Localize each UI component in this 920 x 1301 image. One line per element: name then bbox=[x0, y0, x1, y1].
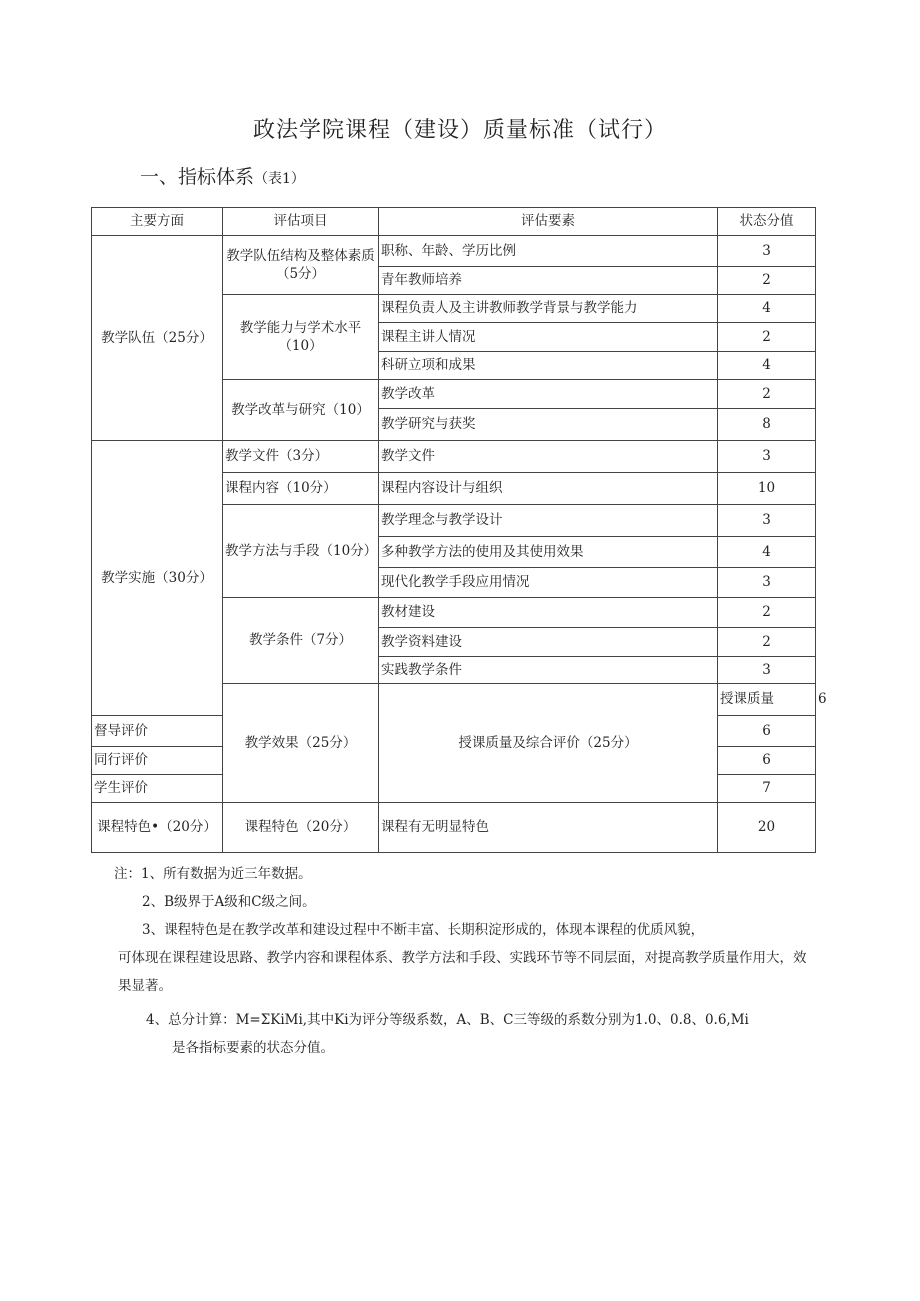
element-cell: 教学研究与获奖 bbox=[379, 409, 718, 441]
score-cell: 4 bbox=[718, 352, 816, 380]
table-row bbox=[92, 236, 816, 267]
element-cell: 同行评价 bbox=[92, 747, 223, 775]
element-cell: 职称、年龄、学历比例 bbox=[379, 236, 718, 267]
score-cell: 20 bbox=[718, 803, 816, 853]
element-cell: 课程内容设计与组织 bbox=[379, 473, 718, 505]
score-cell: 3 bbox=[718, 568, 816, 598]
header-element: 评估要素 bbox=[379, 208, 718, 236]
score-cell: 7 bbox=[718, 775, 816, 803]
item-cell: 教学队伍结构及整体素质（5分） bbox=[223, 236, 379, 295]
score-cell: 3 bbox=[718, 657, 816, 684]
element-cell: 授课质量 bbox=[718, 684, 816, 716]
item-cell: 授课质量及综合评价（25分） bbox=[379, 684, 718, 803]
table-note: （表1） bbox=[254, 171, 305, 187]
element-cell: 学生评价 bbox=[92, 775, 223, 803]
note-4-line-2: 是各指标要素的状态分值。 bbox=[172, 1040, 334, 1056]
score-cell: 4 bbox=[718, 295, 816, 323]
score-cell: 3 bbox=[718, 505, 816, 537]
item-cell: 教学条件（7分） bbox=[223, 598, 379, 684]
aspect-cell: 教学效果（25分） bbox=[223, 684, 379, 803]
note-3-line-1: 3、课程特色是在教学改革和建设过程中不断丰富、长期积淀形成的，体现本课程的优质风貌， bbox=[142, 922, 705, 938]
element-cell: 教学理念与教学设计 bbox=[379, 505, 718, 537]
element-cell: 课程主讲人情况 bbox=[379, 323, 718, 352]
element-cell: 教材建设 bbox=[379, 598, 718, 628]
item-cell: 教学方法与手段（10分） bbox=[223, 505, 379, 598]
item-cell: 教学能力与学术水平（10） bbox=[223, 295, 379, 380]
score-cell: 10 bbox=[718, 473, 816, 505]
element-cell: 科研立项和成果 bbox=[379, 352, 718, 380]
section-heading-text: 一、指标体系 bbox=[140, 166, 255, 188]
score-cell: 3 bbox=[718, 441, 816, 473]
score-cell: 3 bbox=[718, 236, 816, 267]
item-cell: 课程内容（10分） bbox=[223, 473, 379, 505]
aspect-cell: 教学队伍（25分） bbox=[92, 236, 223, 441]
score-cell: 2 bbox=[718, 380, 816, 409]
element-cell: 教学资料建设 bbox=[379, 628, 718, 657]
score-cell: 2 bbox=[718, 598, 816, 628]
element-cell: 课程有无明显特色 bbox=[379, 803, 718, 853]
score-cell: 2 bbox=[718, 628, 816, 657]
aspect-cell: 课程特色•（20分） bbox=[92, 803, 223, 853]
element-cell: 青年教师培养 bbox=[379, 267, 718, 295]
header-score: 状态分值 bbox=[718, 208, 816, 236]
element-cell: 教学改革 bbox=[379, 380, 718, 409]
element-cell: 多种教学方法的使用及其使用效果 bbox=[379, 537, 718, 568]
header-aspect: 主要方面 bbox=[92, 208, 223, 236]
table-row bbox=[92, 441, 816, 473]
score-cell: 8 bbox=[718, 409, 816, 441]
note-4-line-1: 4、总分计算：M=ΣKiMi,其中Ki为评分等级系数，A、B、C三等级的系数分别为1.0、0.8、0.6,Mi bbox=[146, 1012, 749, 1028]
indicator-table bbox=[91, 207, 827, 853]
item-cell: 课程特色（20分） bbox=[223, 803, 379, 853]
score-cell: 2 bbox=[718, 267, 816, 295]
header-item: 评估项目 bbox=[223, 208, 379, 236]
element-cell: 实践教学条件 bbox=[379, 657, 718, 684]
score-cell: 2 bbox=[718, 323, 816, 352]
score-cell: 4 bbox=[718, 537, 816, 568]
element-cell: 课程负责人及主讲教师教学背景与教学能力 bbox=[379, 295, 718, 323]
section-heading bbox=[140, 162, 305, 189]
score-cell: 6 bbox=[718, 716, 816, 747]
aspect-cell: 教学实施（30分） bbox=[92, 441, 223, 716]
item-cell: 教学改革与研究（10） bbox=[223, 380, 379, 441]
table-header-row bbox=[92, 208, 816, 236]
note-3-line-2: 可体现在课程建设思路、教学内容和课程体系、教学方法和手段、实践环节等不同层面，对提高教学质量作用大，效果显著。 bbox=[118, 950, 807, 994]
table-row bbox=[92, 803, 816, 853]
element-cell: 教学文件 bbox=[379, 441, 718, 473]
notes bbox=[114, 860, 814, 1062]
element-cell: 督导评价 bbox=[92, 716, 223, 747]
note-1: 注：1、所有数据为近三年数据。 bbox=[114, 866, 312, 882]
page-title: 政法学院课程（建设）质量标准（试行） bbox=[252, 118, 667, 143]
element-cell: 现代化教学手段应用情况 bbox=[379, 568, 718, 598]
note-2: 2、B级界于A级和C级之间。 bbox=[142, 894, 316, 910]
table-row: 教学效果（25分） 授课质量及综合评价（25分） 授课质量 6 bbox=[92, 684, 816, 716]
item-cell: 教学文件（3分） bbox=[223, 441, 379, 473]
score-cell: 6 bbox=[718, 747, 816, 775]
